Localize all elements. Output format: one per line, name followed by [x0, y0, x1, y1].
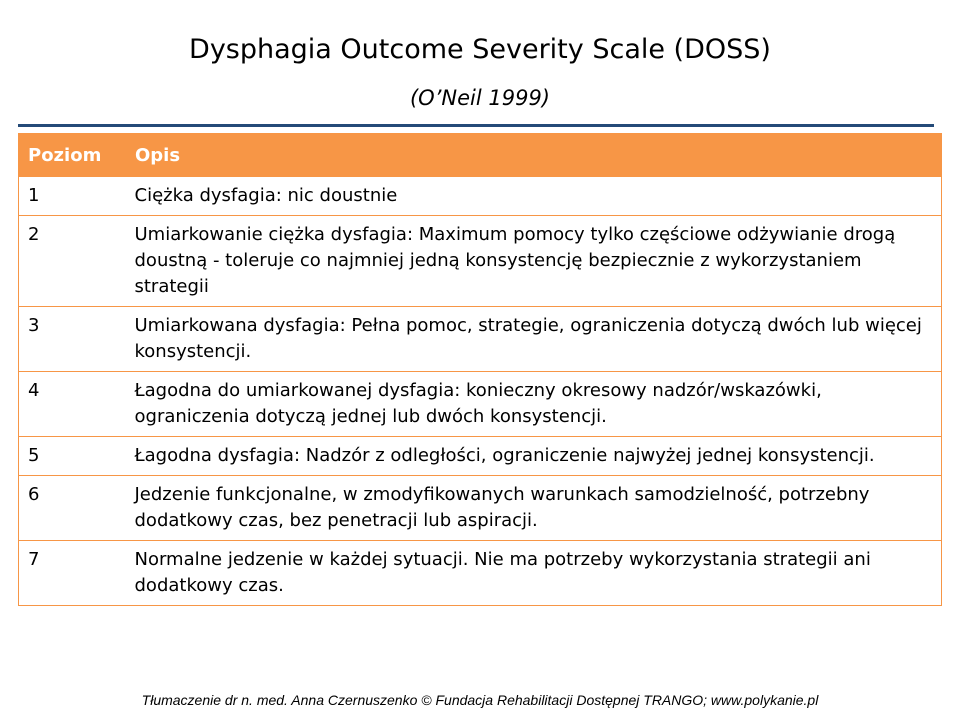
- description-cell: Umiarkowana dysfagia: Pełna pomoc, strategie, ograniczenia dotyczą dwóch lub więcej konsystencji.: [126, 307, 942, 372]
- level-cell: 4: [19, 372, 126, 437]
- title-divider: [18, 124, 934, 127]
- slide-title: Dysphagia Outcome Severity Scale (DOSS): [189, 34, 771, 65]
- column-header-level: Poziom: [19, 134, 126, 177]
- doss-table: [18, 133, 942, 606]
- table-row: [19, 372, 942, 437]
- level-cell: 1: [19, 177, 126, 216]
- table-row: [19, 216, 942, 307]
- description-cell: Łagodna dysfagia: Nadzór z odległości, ograniczenie najwyżej jednej konsystencji.: [126, 437, 942, 476]
- table-row: [19, 307, 942, 372]
- description-cell: Normalne jedzenie w każdej sytuacji. Nie ma potrzeby wykorzystania strategii ani dodatkowy czas.: [126, 541, 942, 606]
- description-cell: Umiarkowanie ciężka dysfagia: Maximum pomocy tylko częściowe odżywianie drogą doustną - toleruje co najmniej jedną konsystencję bezpiecznie z wykorzystaniem strategii: [126, 216, 942, 307]
- description-cell: Ciężka dysfagia: nic doustnie: [126, 177, 942, 216]
- slide-subtitle: (O’Neil 1999): [409, 86, 550, 110]
- level-cell: 5: [19, 437, 126, 476]
- table-row: [19, 177, 942, 216]
- table-header-row: [19, 134, 942, 177]
- description-cell: Jedzenie funkcjonalne, w zmodyfikowanych warunkach samodzielność, potrzebny dodatkowy czas, bez penetracji lub aspiracji.: [126, 476, 942, 541]
- level-cell: 3: [19, 307, 126, 372]
- doss-table-container: [18, 133, 941, 606]
- table-row: [19, 541, 942, 606]
- column-header-description: Opis: [126, 134, 942, 177]
- level-cell: 2: [19, 216, 126, 307]
- description-cell: Łagodna do umiarkowanej dysfagia: konieczny okresowy nadzór/wskazówki, ograniczenia dotyczą jednej lub dwóch konsystencji.: [126, 372, 942, 437]
- table-row: [19, 476, 942, 541]
- level-cell: 6: [19, 476, 126, 541]
- footer-credit: Tłumaczenie dr n. med. Anna Czernuszenko © Fundacja Rehabilitacji Dostępnej TRANGO; www.polykanie.pl: [141, 692, 819, 708]
- table-row: [19, 437, 942, 476]
- level-cell: 7: [19, 541, 126, 606]
